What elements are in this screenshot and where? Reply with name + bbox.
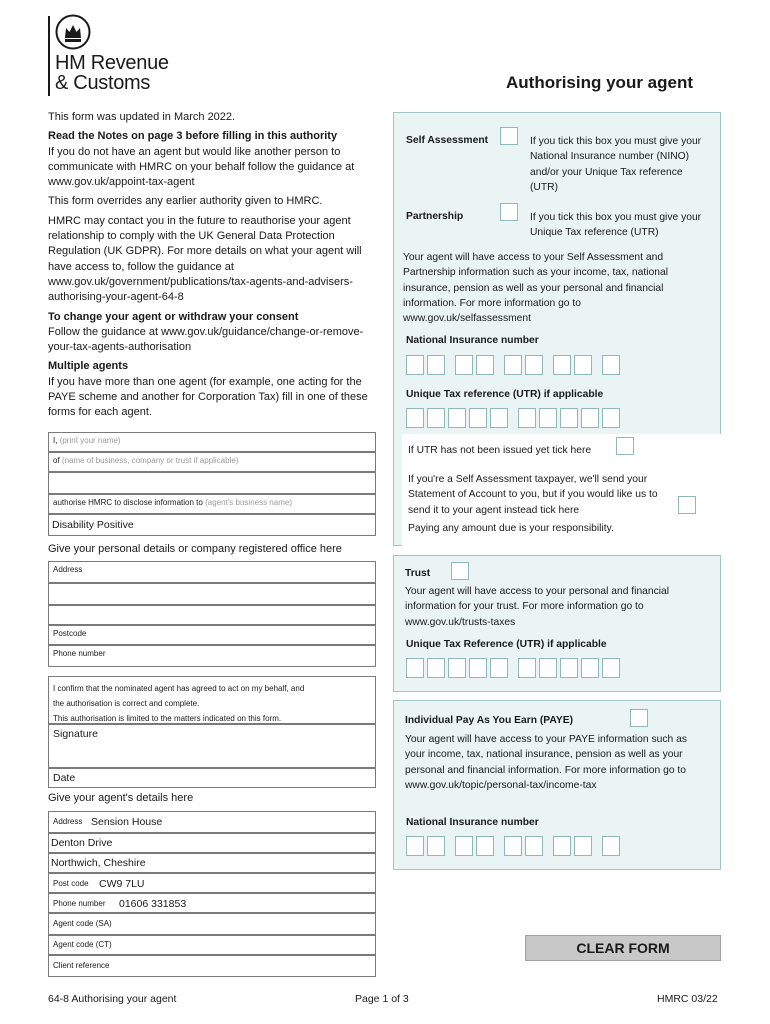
paye-label: Individual Pay As You Earn (PAYE) <box>405 715 574 726</box>
name-placeholder: (print your name) <box>59 436 121 445</box>
digit-box[interactable] <box>476 836 494 856</box>
footer-form-name: 64-8 Authorising your agent <box>48 993 177 1005</box>
digit-box[interactable] <box>448 658 466 678</box>
digit-box[interactable] <box>476 355 494 375</box>
agent-address-line2: Denton Drive <box>51 837 113 849</box>
notes-heading: Read the Notes on page 3 before filling in this authority <box>48 130 338 143</box>
partnership-checkbox[interactable] <box>500 203 518 221</box>
agent-address-label: Address <box>53 817 83 826</box>
utr-not-issued-text: If UTR has not been issued yet tick here <box>408 445 592 456</box>
paye-panel <box>393 700 721 870</box>
agent-heading: Give your agent's details here <box>48 792 194 804</box>
postcode-field[interactable] <box>48 625 376 645</box>
date-field[interactable] <box>48 768 376 788</box>
agent-address-field[interactable] <box>48 811 376 833</box>
address-field-line3[interactable] <box>48 605 376 625</box>
name-field[interactable] <box>48 432 376 452</box>
agent-code-ct-label: Agent code (CT) <box>53 940 112 949</box>
agent-code-sa-label: Agent code (SA) <box>53 919 112 928</box>
footer-page-number: Page 1 of 3 <box>355 993 409 1005</box>
digit-box[interactable] <box>469 658 487 678</box>
intro-text <box>48 110 388 421</box>
sa-nino-input[interactable] <box>406 355 623 375</box>
agent-postcode-field[interactable] <box>48 873 376 893</box>
digit-box[interactable] <box>560 408 578 428</box>
org-name-line2: & Customs <box>55 72 151 94</box>
client-reference-field[interactable] <box>48 955 376 977</box>
address-field[interactable] <box>48 561 376 583</box>
digit-box[interactable] <box>406 408 424 428</box>
digit-box[interactable] <box>455 355 473 375</box>
header-rule <box>48 16 50 96</box>
business-name-field-line2[interactable] <box>48 472 376 494</box>
digit-box[interactable] <box>448 408 466 428</box>
digit-box[interactable] <box>490 408 508 428</box>
agent-address-line1: Sension House <box>91 816 163 828</box>
statement-text: If you're a Self Assessment taxpayer, we'll send your Statement of Account to you, but if you would like us to send it to your agent instead tick here <box>408 474 658 516</box>
address-field-line2[interactable] <box>48 583 376 605</box>
business-name-field[interactable] <box>48 452 376 472</box>
agent-address-field-line2[interactable] <box>48 833 376 853</box>
digit-box[interactable] <box>602 408 620 428</box>
sa-utr-label: Unique Tax reference (UTR) if applicable <box>406 389 604 400</box>
change-body: Follow the guidance at www.gov.uk/guidance/change-or-remove-your-tax-agents-authorisation <box>48 325 364 354</box>
paye-nino-input[interactable] <box>406 836 623 856</box>
footer-form-version: HMRC 03/22 <box>657 993 718 1005</box>
digit-box[interactable] <box>602 836 620 856</box>
agent-business-name-field[interactable] <box>48 494 376 514</box>
digit-box[interactable] <box>539 408 557 428</box>
paye-nino-label: National Insurance number <box>406 817 539 828</box>
digit-box[interactable] <box>539 658 557 678</box>
digit-box[interactable] <box>574 836 592 856</box>
trust-panel <box>393 555 721 692</box>
digit-box[interactable] <box>406 658 424 678</box>
date-label: Date <box>53 772 76 784</box>
agent-address-line3: Northwich, Cheshire <box>51 857 146 869</box>
digit-box[interactable] <box>504 355 522 375</box>
sa-nino-label: National Insurance number <box>406 335 539 346</box>
digit-box[interactable] <box>427 355 445 375</box>
paye-access-text: Your agent will have access to your PAYE information such as your income, tax, national insurance, pension as well as your personal and financial information. For more information go to www.gov.uk/topic/personal-tax/income-tax <box>405 734 687 791</box>
digit-box[interactable] <box>518 658 536 678</box>
reauth-text: HMRC may contact you in the future to reauthorise your agent relationship to comply with the UK General Data Protection Regulation (UK GDPR). For more details on what your agent will have access to, follow the guidance at www.gov.uk/government/publications/tax-agents-and-advisers-authorising-your-agent-64-8 <box>48 214 362 304</box>
utr-not-issued-checkbox[interactable] <box>616 437 634 455</box>
overrides-text: This form overrides any earlier authority given to HMRC. <box>48 195 323 208</box>
agent-phone-field[interactable] <box>48 893 376 913</box>
name-label: I, <box>53 436 58 445</box>
sa-utr-input[interactable] <box>406 408 623 428</box>
notes-body: If you do not have an agent but would like another person to communicate with HMRC on your behalf follow the guidance at www.gov.uk/appoint-tax-agent <box>48 145 355 189</box>
agent-phone-value: 01606 331853 <box>119 898 187 910</box>
digit-box[interactable] <box>406 355 424 375</box>
agent-address-field-line3[interactable] <box>48 853 376 873</box>
trust-access-text: Your agent will have access to your personal and financial information for your trust. For more information go to www.gov.uk/trusts-taxes <box>405 586 670 628</box>
phone-field[interactable] <box>48 645 376 667</box>
partnership-label: Partnership <box>406 211 464 222</box>
agent-business-value: Disability Positive <box>52 519 134 531</box>
org-name-line1: HM Revenue <box>55 52 169 74</box>
of-placeholder: (name of business, company or trust if applicable) <box>61 456 239 465</box>
confirm-line3: This authorisation is limited to the matters indicated on this form. <box>53 714 282 723</box>
agent-code-sa-field[interactable] <box>48 913 376 935</box>
trust-utr-label: Unique Tax Reference (UTR) if applicable <box>406 639 607 650</box>
personal-heading: Give your personal details or company registered office here <box>48 543 342 555</box>
sa-label: Self Assessment <box>406 135 489 146</box>
digit-box[interactable] <box>525 355 543 375</box>
sa-note: If you tick this box you must give your National Insurance number (NINO) and/or your Unique Tax reference (UTR) <box>530 136 702 193</box>
crown-crest-icon <box>55 14 91 50</box>
digit-box[interactable] <box>406 836 424 856</box>
digit-box[interactable] <box>553 355 571 375</box>
digit-box[interactable] <box>602 658 620 678</box>
digit-box[interactable] <box>504 836 522 856</box>
digit-box[interactable] <box>574 355 592 375</box>
digit-box[interactable] <box>581 658 599 678</box>
agent-phone-label: Phone number <box>53 899 106 908</box>
digit-box[interactable] <box>602 355 620 375</box>
agent-business-value-field[interactable] <box>48 514 376 536</box>
digit-box[interactable] <box>525 836 543 856</box>
trust-utr-input[interactable] <box>406 658 623 678</box>
sa-panel <box>393 112 721 546</box>
sa-access-text: Your agent will have access to your Self Assessment and Partnership information such as your income, tax, national insurance, pension as well as your personal and financial information. For more information go to www.gov.uk/selfassessment <box>403 252 668 325</box>
address-label: Address <box>53 565 83 574</box>
digit-box[interactable] <box>553 836 571 856</box>
page-title: Authorising your agent <box>506 73 693 92</box>
partnership-note: If you tick this box you must give your Unique Tax reference (UTR) <box>530 212 702 239</box>
statement-to-agent-checkbox[interactable] <box>678 496 696 514</box>
updated-text: This form was updated in March 2022. <box>48 111 236 123</box>
multi-heading: Multiple agents <box>48 360 129 373</box>
digit-box[interactable] <box>490 658 508 678</box>
confirm-line1: I confirm that the nominated agent has agreed to act on my behalf, and <box>53 684 305 693</box>
signature-label: Signature <box>53 728 98 740</box>
authorise-label: authorise HMRC to disclose information to <box>53 498 203 507</box>
of-label: of <box>53 456 60 465</box>
trust-label: Trust <box>405 568 431 579</box>
digit-box[interactable] <box>560 658 578 678</box>
paye-checkbox[interactable] <box>630 709 648 727</box>
confirmation-box <box>48 676 376 724</box>
phone-label: Phone number <box>53 649 106 658</box>
digit-box[interactable] <box>518 408 536 428</box>
paying-text: Paying any amount due is your responsibility. <box>408 523 614 534</box>
digit-box[interactable] <box>427 836 445 856</box>
client-reference-label: Client reference <box>53 961 110 970</box>
signature-field[interactable] <box>48 724 376 768</box>
digit-box[interactable] <box>455 836 473 856</box>
agent-postcode-label: Post code <box>53 879 89 888</box>
multi-body: If you have more than one agent (for example, one acting for the PAYE scheme and another for Corporation Tax) fill in one of these forms for each agent. <box>48 375 368 419</box>
org-name <box>55 53 169 93</box>
confirm-line2: the authorisation is correct and complete. <box>53 699 200 708</box>
digit-box[interactable] <box>469 408 487 428</box>
agent-postcode-value: CW9 7LU <box>99 878 145 890</box>
digit-box[interactable] <box>427 658 445 678</box>
agent-code-ct-field[interactable] <box>48 935 376 955</box>
digit-box[interactable] <box>427 408 445 428</box>
postcode-label: Postcode <box>53 629 87 638</box>
clear-form-button[interactable]: CLEAR FORM <box>525 935 721 961</box>
authorise-placeholder: (agent's business name) <box>205 498 292 507</box>
trust-checkbox[interactable] <box>451 562 469 580</box>
change-heading: To change your agent or withdraw your consent <box>48 310 299 323</box>
sa-checkbox[interactable] <box>500 127 518 145</box>
digit-box[interactable] <box>581 408 599 428</box>
